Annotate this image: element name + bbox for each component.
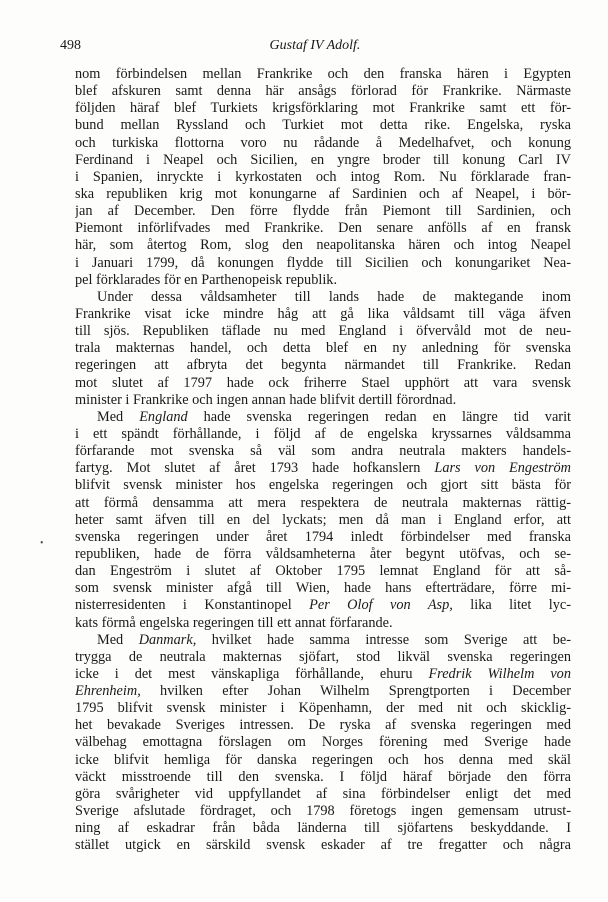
text-run: icke i det mest vänskapliga förhållande, ehuru [75, 665, 429, 682]
text-line [75, 683, 571, 700]
italic-name: Per Olof von Asp, [309, 597, 453, 614]
margin-mark: • [40, 538, 44, 549]
text-line: trygga de neutrala makternas sjöfart, stod likväl svenska regeringen [75, 648, 571, 665]
text-line: göra svårigheter vid uppfyllandet af sina förbindelser enligt det med [75, 785, 571, 802]
text-line: Sverige afslutade fördraget, och 1798 företogs ingen gemensam utrust- [75, 803, 571, 820]
text-line [75, 460, 571, 477]
text-line: välbehag emottagna förslagen om Norges förening med Sverige hade [75, 734, 571, 751]
running-title: Gustaf IV Adolf. [269, 38, 361, 53]
page-number: 498 [60, 38, 81, 53]
text-line: kats förmå engelska regeringen till ett annat förfarande. [75, 614, 393, 631]
italic-name: Danmark, [138, 631, 197, 648]
text-line [75, 597, 571, 614]
text-line: Under dessa våldsamheter till lands hade de maktegande inom [97, 288, 571, 305]
text-run: lika litet lyc- [452, 597, 571, 614]
italic-name: Lars von Engeström [434, 460, 571, 477]
text-line: i Spanien, inryckte i kyrkostaten och intog Rom. Nu förklarade fran- [75, 168, 571, 185]
text-line: i Januari 1799, då konungen flydde till Sicilien och konungariket Nea- [75, 254, 571, 271]
italic-name: Ehrenheim, [75, 683, 141, 700]
text-line [75, 632, 571, 649]
body-text [75, 66, 571, 854]
italic-name: Fredrik Wilhelm von [428, 665, 571, 682]
text-line: icke blifvit hemliga för danska regeringen och hos denna med skäl [75, 751, 571, 768]
text-line: stället utgick en särskild svensk eskader af tre fregatter och några [75, 837, 571, 854]
text-run: hvilken efter Johan Wilhelm Sprengtporten i December [140, 683, 571, 700]
text-line: 1795 blifvit svensk minister i Köpenhamn, der med nit och skicklig- [75, 700, 571, 717]
text-line: att förmå densamma att mera respektera de neutrala makternas rättig- [75, 494, 571, 511]
text-line: republiken, hade de förra våldsamheterna åter begynt utöfvas, och se- [75, 545, 571, 562]
text-line: Ferdinand i Neapel och Sicilien, en yngre broder till konung Carl IV [75, 151, 571, 168]
text-line: här, som återtog Rom, slog den neapolitanska hären och intog Neapel [75, 237, 571, 254]
text-line: ska republiken krig mot konungarne af Sardinien och af Neapel, i bör- [75, 185, 571, 202]
text-line: nom förbindelsen mellan Frankrike och den franska hären i Egypten [75, 66, 571, 82]
text-line: svenska regeringen under året 1794 inledt förbindelser med franska [75, 528, 571, 545]
text-run: Med [97, 631, 139, 648]
text-run: hade svenska regeringen redan en längre tid varit [187, 408, 571, 425]
text-line: Piemont införlifvades med Frankrike. Den senare anfölls af en fransk [75, 220, 571, 237]
text-line: dan Engeström i slutet af Oktober 1795 lemnat England för att så- [75, 563, 571, 580]
text-line: heter samt äfven till en del lyckats; men då man i England erfor, att [75, 511, 571, 528]
text-line: regeringen att afbryta det begynta närmandet till Frankrike. Redan [75, 357, 571, 374]
text-line [75, 409, 571, 426]
text-line: förfarande mot svenska så väl som andra neutrala makters handels- [75, 443, 571, 460]
text-line: pel förklarades för en Parthenopeisk republik. [75, 271, 338, 288]
text-line: minister i Frankrike och ingen annan hade blifvit dertill förordnad. [75, 391, 457, 408]
text-line: som svensk minister afgå till Wien, hade hans efterträdare, förre mi- [75, 580, 571, 597]
text-line: het bevakade Sveriges intressen. De ryska af svenska regeringen med [75, 717, 571, 734]
text-line: i ett spändt förhållande, i följd af de engelska kryssarnes våldsamma [75, 425, 571, 442]
text-line [75, 666, 571, 683]
text-run: nisterresidenten i Konstantinopel [75, 597, 310, 614]
text-line: bund mellan Ryssland och Turkiet mot detta rike. Engelska, ryska [75, 117, 571, 134]
text-line: blifvit svensk minister hos engelska regeringen och gjort sitt bästa för [75, 477, 571, 494]
text-line: trala makternas handel, och detta blef en ny anledning för svenska [75, 340, 571, 357]
italic-name: England [139, 408, 188, 425]
text-run: Med [97, 408, 140, 425]
text-line: Frankrike visat icke mindre håg att gå lika våldsamt till väga äfven [75, 305, 571, 322]
text-line: och turkiska flottorna voro nu rådande å Medelhafvet, och konung [75, 134, 571, 151]
text-run: hvilket hade samma intresse som Sverige att be- [196, 631, 571, 648]
text-line: ning af eskadrar från båda länderna till sjöfartens beskyddande. I [75, 820, 571, 837]
text-line: mot slutet af 1797 hade ock friherre Stael upphört att vara svensk [75, 374, 571, 391]
text-line: följden häraf blef Turkiets krigsförklaring mot Frankrike samt ett för- [75, 100, 571, 117]
text-line: väckt misstroende till den svenska. I följd häraf började den förra [75, 768, 571, 785]
text-line: jan af December. Den förre flydde från Piemont till Sardinien, och [75, 203, 571, 220]
text-line: till sjös. Republiken täflade nu med England i öfvervåld mot de neu- [75, 323, 571, 340]
page-header [60, 38, 570, 58]
text-line: blef afskuren samt denna här ansågs förlorad för Frankrike. Närmaste [75, 83, 571, 100]
text-run: fartyg. Mot slutet af året 1793 hade hofkanslern [75, 460, 435, 477]
